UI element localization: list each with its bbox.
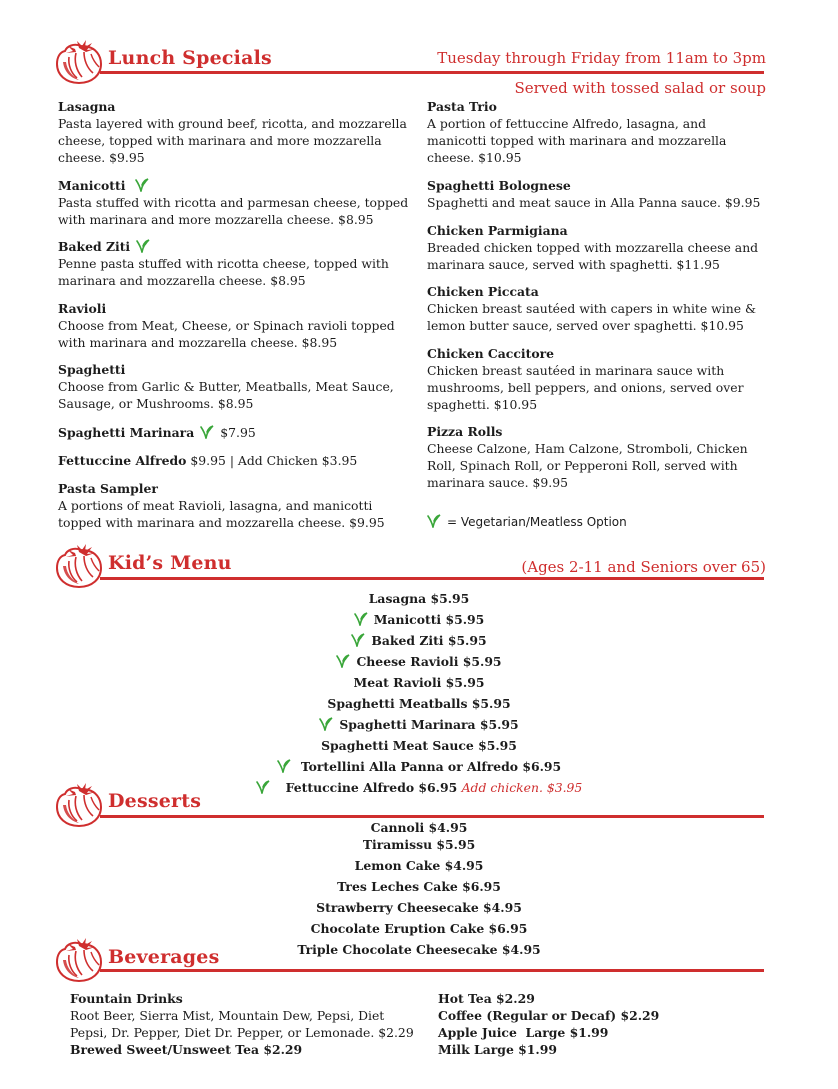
item-name: Spaghetti Bolognese (427, 178, 571, 193)
kids-item: Spaghetti Marinara $5.95 (0, 717, 838, 732)
item-name: Pasta Sampler (58, 481, 158, 496)
desserts-title: Desserts (108, 790, 202, 812)
kids-item: Lasagna $5.95 (368, 591, 470, 606)
menu-item (58, 300, 418, 351)
section-divider (100, 71, 764, 74)
item-description: A portions of meat Ravioli, lasagna, and manicotti topped with marinara and mozzarella cheese. $9.95 (58, 498, 385, 530)
item-name: Fettuccine Alfredo (58, 453, 187, 468)
kids-menu-title: Kid’s Menu (108, 552, 232, 574)
vegetarian-leaf-icon (200, 425, 214, 439)
vegetarian-leaf-icon (427, 514, 441, 528)
menu-item (427, 98, 767, 166)
dessert-item: Tres Leches Cake $6.95 (337, 879, 501, 894)
tomato-icon (55, 937, 105, 983)
kids-item: Meat Ravioli $5.95 (353, 675, 485, 690)
menu-item (58, 452, 418, 469)
legend-text: = Vegetarian/Meatless Option (447, 515, 627, 529)
beverages-title: Beverages (108, 946, 220, 968)
kids-menu-note: (Ages 2-11 and Seniors over 65) (521, 558, 766, 576)
item-description: Chicken breast sautéed in marinara sauce with mushrooms, bell peppers, and onions, served over spaghetti. $10.95 (427, 363, 744, 412)
item-name: Spaghetti Marinara (58, 425, 195, 440)
dessert-item: Cannoli $4.95 (370, 820, 468, 835)
item-name: Chicken Parmigiana (427, 223, 568, 238)
kids-item: Tortellini Alla Panna or Alfredo $6.95 (0, 759, 838, 774)
kids-item: Fettuccine Alfredo $6.95 Add chicken. $3.95 (0, 780, 838, 795)
add-chicken-note: Add chicken. $3.95 (461, 780, 583, 795)
item-name: Manicotti (58, 178, 126, 193)
item-description: Chicken breast sautéed with capers in white wine & lemon butter sauce, served over spaghetti. $10.95 (427, 301, 757, 333)
item-name: Baked Ziti (58, 239, 131, 254)
vegetarian-leaf-icon (336, 654, 350, 668)
vegetarian-leaf-icon (277, 759, 291, 773)
menu-item (58, 424, 418, 441)
menu-item (58, 177, 418, 228)
item-description: Breaded chicken topped with mozzarella cheese and marinara sauce, served with spaghetti. $11.95 (427, 240, 759, 272)
fountain-drinks (70, 990, 420, 1058)
item-price: $7.95 (220, 425, 256, 440)
menu-item (427, 345, 767, 413)
kids-item: Baked Ziti $5.95 (0, 633, 838, 648)
item-name: Spaghetti (58, 362, 126, 377)
kids-item: Cheese Ravioli $5.95 (0, 654, 838, 669)
item-description: Cheese Calzone, Ham Calzone, Stromboli, Chicken Roll, Spinach Roll, or Pepperoni Roll, served with marinara sauce. $9.95 (427, 441, 748, 490)
item-description: Choose from Garlic & Butter, Meatballs, Meat Sauce, Sausage, or Mushrooms. $8.95 (58, 379, 394, 411)
menu-item (427, 222, 767, 273)
item-price: $9.95 | Add Chicken $3.95 (190, 453, 358, 468)
beverage-item: Milk Large $1.99 (438, 1042, 557, 1057)
item-description: Penne pasta stuffed with ricotta cheese, topped with marinara and mozzarella cheese. $8.95 (58, 256, 389, 288)
item-name: Chicken Caccitore (427, 346, 554, 361)
kids-item: Spaghetti Meatballs $5.95 (327, 696, 511, 711)
dessert-item: Strawberry Cheesecake $4.95 (316, 900, 522, 915)
menu-item (58, 238, 418, 289)
beverages-right-list (438, 990, 768, 1058)
tomato-icon (55, 543, 105, 589)
item-description: Spaghetti and meat sauce in Alla Panna sauce. $9.95 (427, 195, 761, 210)
item-name: Ravioli (58, 301, 107, 316)
item-name: Lasagna (58, 99, 116, 114)
lunch-served-with: Served with tossed salad or soup (514, 79, 766, 97)
dessert-item: Tiramissu $5.95 (362, 837, 476, 852)
menu-item (427, 423, 767, 491)
vegetarian-leaf-icon (354, 612, 368, 626)
item-name: Pizza Rolls (427, 424, 503, 439)
beverage-item: Coffee (Regular or Decaf) $2.29 (438, 1008, 660, 1023)
item-description: Pasta stuffed with ricotta and parmesan cheese, topped with marinara and more mozzarella cheese. $8.95 (58, 195, 409, 227)
item-description: Pasta layered with ground beef, ricotta, and mozzarella cheese, topped with marinara and more mozzarella cheese. $9.95 (58, 116, 407, 165)
beverage-item: Apple Juice Large $1.99 (438, 1025, 609, 1040)
vegetarian-leaf-icon (351, 633, 365, 647)
vegetarian-leaf-icon (135, 178, 149, 192)
item-description: A portion of fettuccine Alfredo, lasagna, and manicotti topped with marinara and mozzarella cheese. $10.95 (427, 116, 727, 165)
menu-item (58, 480, 418, 531)
menu-item (427, 283, 767, 334)
lunch-specials-title: Lunch Specials (108, 47, 272, 69)
menu-item (58, 361, 418, 412)
beverage-item: Hot Tea $2.29 (438, 991, 535, 1006)
dessert-item: Lemon Cake $4.95 (354, 858, 484, 873)
menu-item (58, 98, 418, 166)
kids-item: Manicotti $5.95 (0, 612, 838, 627)
dessert-item: Triple Chocolate Cheesecake $4.95 (297, 942, 541, 957)
vegetarian-legend (427, 513, 767, 531)
vegetarian-leaf-icon (256, 780, 270, 794)
vegetarian-leaf-icon (319, 717, 333, 731)
section-divider (100, 815, 764, 818)
item-name: Brewed Sweet/Unsweet Tea $2.29 (70, 1042, 303, 1057)
tomato-icon (55, 39, 105, 85)
kids-item: Spaghetti Meat Sauce $5.95 (321, 738, 517, 753)
item-name: Chicken Piccata (427, 284, 539, 299)
section-divider (100, 969, 764, 972)
lunch-schedule: Tuesday through Friday from 11am to 3pm (437, 49, 766, 67)
item-name: Fountain Drinks (70, 991, 183, 1006)
item-description: Root Beer, Sierra Mist, Mountain Dew, Pepsi, Diet Pepsi, Dr. Pepper, Diet Dr. Pepper, or Lemonade. $2.29 (70, 1008, 414, 1040)
item-description: Choose from Meat, Cheese, or Spinach ravioli topped with marinara and mozzarella cheese. $8.95 (58, 318, 395, 350)
vegetarian-leaf-icon (136, 239, 150, 253)
menu-item (427, 177, 767, 211)
item-name: Pasta Trio (427, 99, 497, 114)
section-divider (100, 577, 764, 580)
dessert-item: Chocolate Eruption Cake $6.95 (310, 921, 528, 936)
